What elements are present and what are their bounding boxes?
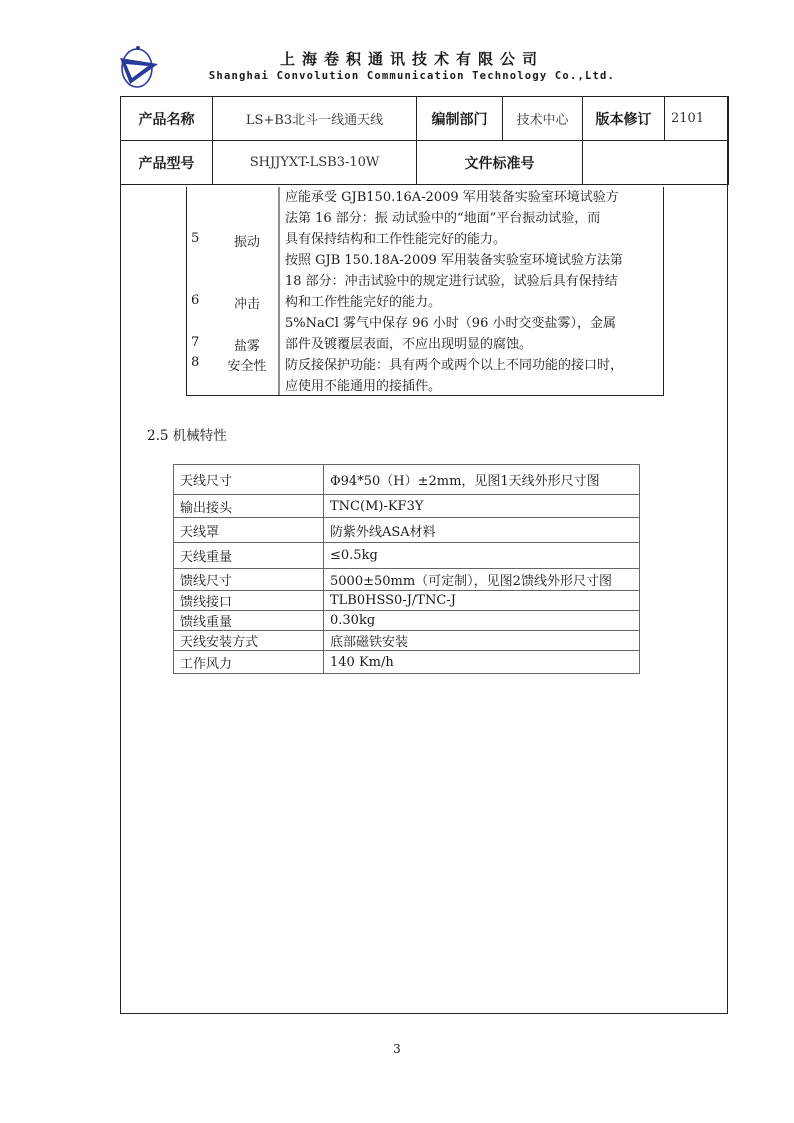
mechanical-spec-table (173, 464, 640, 674)
dept-label: 编制部门 (417, 97, 503, 141)
spec-value: 底部磁铁安装 (324, 631, 640, 651)
env-row-name: 振动 (233, 235, 260, 250)
spec-key: 馈线重量 (174, 611, 324, 631)
env-desc-line: 5%NaCl 雾气中保存 96 小时（96 小时交变盐雾），金属 (285, 316, 616, 331)
env-desc-line: 防反接保护功能：具有两个或两个以上不同功能的接口时， (285, 358, 624, 373)
dept-value: 技术中心 (503, 97, 583, 141)
product-name-value: LS+B3北斗一线通天线 (213, 97, 417, 141)
model-value: SHJJYXT-LSB3-10W (213, 141, 417, 185)
spec-value: Φ94*50（H）±2mm，见图1天线外形尺寸图 (324, 465, 640, 495)
spec-value: 140 Km/h (324, 651, 640, 674)
env-desc-line: 具有保持结构和工作性能完好的能力。 (285, 232, 507, 247)
env-row-name: 安全性 (227, 359, 267, 374)
spec-value: ≤0.5kg (324, 543, 640, 569)
env-row-number: 6 (191, 293, 200, 308)
section-title: 2.5 机械特性 (147, 428, 227, 444)
table-row (174, 543, 640, 569)
env-desc-line: 法第 16 部分：振 动试验中的“地面”平台振动试验，而 (285, 211, 601, 226)
env-desc-line: 应使用不能通用的接插件。 (285, 379, 442, 394)
spec-key: 输出接头 (174, 495, 324, 518)
doc-std-value (583, 141, 729, 185)
spec-value: TLB0HSS0-J/TNC-J (324, 591, 640, 611)
spec-key: 工作风力 (174, 651, 324, 674)
doc-std-label: 文件标准号 (417, 141, 583, 185)
environment-table (186, 187, 664, 396)
table-row (174, 631, 640, 651)
env-desc-line: 18 部分：冲击试验中的规定进行试验，试验后具有保持结 (285, 274, 618, 289)
spec-key: 馈线尺寸 (174, 569, 324, 591)
env-row-number: 5 (191, 231, 200, 246)
env-row-number: 7 (191, 335, 200, 350)
spec-value: 0.30kg (324, 611, 640, 631)
table-row (174, 651, 640, 674)
spec-value: 防紫外线ASA材料 (324, 518, 640, 543)
spec-value: TNC(M)-KF3Y (324, 495, 640, 518)
version-value: 2101 (665, 97, 729, 141)
company-name-en: Shanghai Convolution Communication Technology Co.,Ltd. (208, 70, 616, 82)
version-label: 版本修订 (583, 97, 665, 141)
spec-key: 天线罩 (174, 518, 324, 543)
table-row (174, 465, 640, 495)
env-desc-line: 部件及镀覆层表面，不应出现明显的腐蚀。 (285, 337, 533, 352)
product-name-label: 产品名称 (121, 97, 213, 141)
table-row (174, 611, 640, 631)
env-desc-line: 应能承受 GJB150.16A-2009 军用装备实验室环境试验方 (285, 190, 619, 205)
spec-key: 天线重量 (174, 543, 324, 569)
spec-value: 5000±50mm（可定制），见图2馈线外形尺寸图 (324, 569, 640, 591)
table-row (174, 518, 640, 543)
table-row (174, 495, 640, 518)
spec-key: 天线安装方式 (174, 631, 324, 651)
table-row (174, 569, 640, 591)
table-row (174, 591, 640, 611)
spec-key: 天线尺寸 (174, 465, 324, 495)
page-number: 3 (393, 1042, 401, 1056)
env-desc-line: 按照 GJB 150.18A-2009 军用装备实验室环境试验方法第 (285, 253, 623, 268)
env-row-name: 冲击 (233, 297, 260, 312)
env-row-name: 盐雾 (233, 339, 260, 354)
env-row-number: 8 (191, 355, 200, 370)
company-name-cn: 上海卷积通讯技术有限公司 (279, 50, 544, 68)
header-table (120, 96, 729, 185)
env-desc-line: 构和工作性能完好的能力。 (285, 295, 442, 310)
model-label: 产品型号 (121, 141, 213, 185)
spec-key: 馈线接口 (174, 591, 324, 611)
